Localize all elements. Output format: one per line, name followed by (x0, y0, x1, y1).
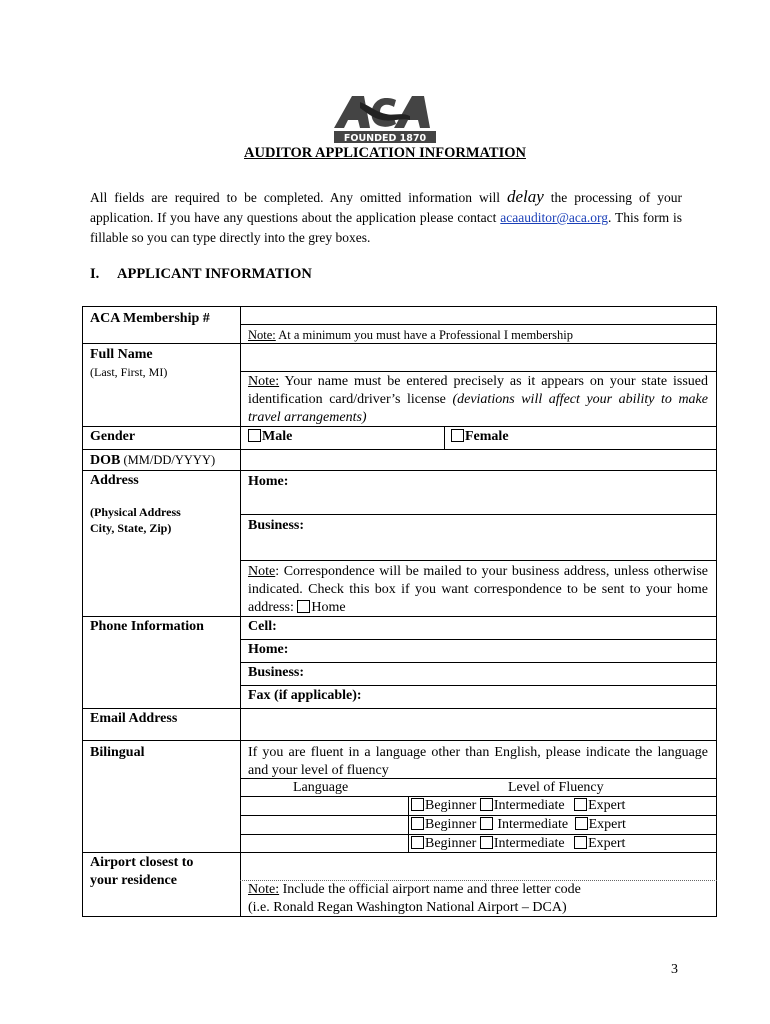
home-correspondence-checkbox[interactable] (297, 600, 310, 613)
fluency-column-header: Level of Fluency (508, 780, 604, 795)
section-heading: I. APPLICANT INFORMATION (90, 266, 312, 282)
full-name-label: Full Name (90, 347, 153, 362)
language-input-3[interactable] (241, 835, 407, 852)
membership-input[interactable] (241, 307, 716, 324)
bilingual-instruction: If you are fluent in a language other than English, please indicate the language and your level of fluency (248, 745, 708, 778)
intermediate-checkbox[interactable] (480, 798, 493, 811)
beginner-checkbox[interactable] (411, 836, 424, 849)
airport-input[interactable] (241, 853, 716, 880)
fluency-row-3: Beginner Intermediate Expert (411, 835, 625, 853)
gender-male-option[interactable]: Male (248, 428, 292, 446)
beginner-checkbox[interactable] (411, 798, 424, 811)
fluency-row-2: Beginner Intermediate Expert (411, 816, 626, 834)
airport-label: Airport closest to your residence (90, 855, 194, 888)
membership-label: ACA Membership # (90, 311, 210, 326)
beginner-checkbox[interactable] (411, 817, 424, 830)
svg-text:FOUNDED 1870: FOUNDED 1870 (343, 133, 427, 144)
fluency-row-1: Beginner Intermediate Expert (411, 797, 625, 815)
full-name-input[interactable] (241, 344, 716, 371)
phone-label: Phone Information (90, 619, 204, 634)
page-number: 3 (671, 962, 678, 977)
language-column-header: Language (293, 780, 349, 795)
address-business-input[interactable]: Business: (248, 518, 305, 533)
contact-email-link[interactable]: acaauditor@aca.org (500, 210, 609, 225)
full-name-sublabel: (Last, First, MI) (90, 365, 168, 379)
email-input[interactable] (241, 709, 716, 740)
full-name-note: Note: Your name must be entered precisely as it appears on your state issued identification card/driver’s license (deviations will affect your ability to make travel arrangements) (248, 374, 708, 425)
aca-logo (330, 92, 440, 144)
gender-female-option[interactable]: Female (451, 428, 509, 446)
intermediate-checkbox[interactable] (480, 817, 493, 830)
intro-paragraph: All fields are required to be completed. Any omitted information will delay the processing of your application. If you have any questions about the application please contact acaauditor@aca.org. This form is fillable so you can type directly into the grey boxes. (90, 187, 682, 245)
phone-home-input[interactable]: Home: (248, 642, 289, 657)
page-title: AUDITOR APPLICATION INFORMATION (244, 145, 526, 161)
phone-cell-input[interactable]: Cell: (248, 619, 277, 634)
bilingual-label: Bilingual (90, 745, 145, 760)
address-home-input[interactable]: Home: (248, 474, 289, 489)
expert-checkbox[interactable] (575, 817, 588, 830)
phone-fax-input[interactable]: Fax (if applicable): (248, 688, 362, 703)
phone-business-input[interactable]: Business: (248, 665, 305, 680)
address-sublabel: (Physical Address City, State, Zip) (90, 505, 181, 535)
airport-note: Note: Include the official airport name and three letter code (i.e. Ronald Regan Washington National Airport – DCA) (248, 882, 581, 915)
dob-input[interactable] (241, 450, 716, 470)
language-input-2[interactable] (241, 816, 407, 834)
address-label: Address (90, 473, 139, 488)
female-checkbox[interactable] (451, 429, 464, 442)
male-checkbox[interactable] (248, 429, 261, 442)
expert-checkbox[interactable] (574, 798, 587, 811)
expert-checkbox[interactable] (574, 836, 587, 849)
language-input-1[interactable] (241, 797, 407, 815)
address-note: Note: Correspondence will be mailed to your business address, unless otherwise indicated. Check this box if you want correspondence to be sent to your home address: Home (248, 564, 708, 615)
intermediate-checkbox[interactable] (480, 836, 493, 849)
email-label: Email Address (90, 711, 178, 726)
gender-label: Gender (90, 429, 136, 444)
dob-label: DOB (MM/DD/YYYY) (90, 453, 216, 468)
membership-note: Note: At a minimum you must have a Professional I membership (248, 328, 573, 342)
